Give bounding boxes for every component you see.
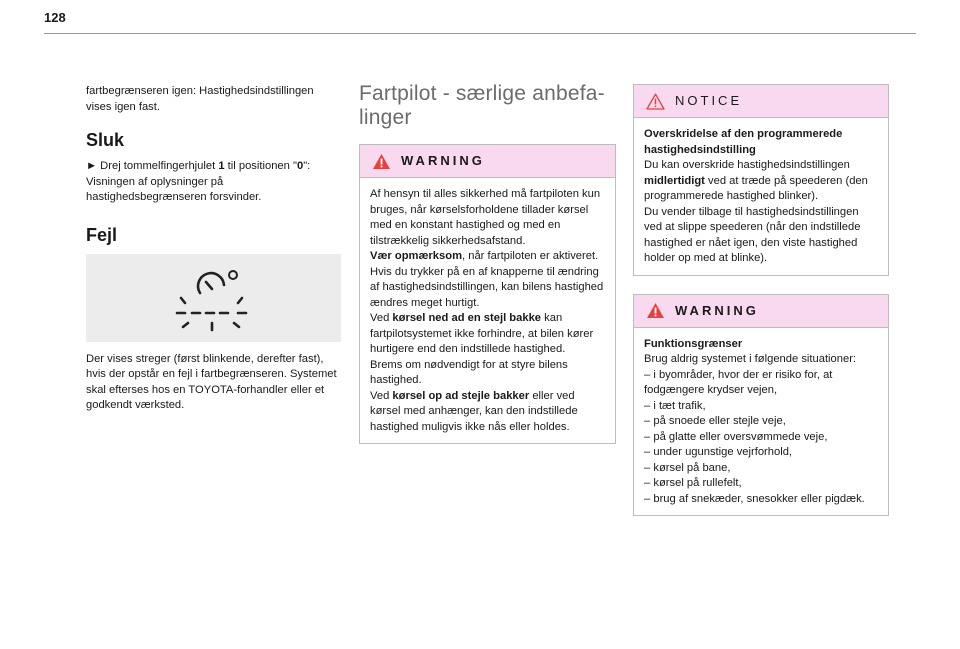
warning-body bbox=[360, 178, 615, 443]
list-item: – kørsel på rullefelt, bbox=[644, 476, 878, 492]
list-item: – kørsel på bane, bbox=[644, 461, 878, 477]
warning-box-1 bbox=[359, 144, 616, 444]
warning-p1: Af hensyn til alles sikkerhed må fartpiloten kun bruges, når kørselsforholdene tillader kørsel med en konstant hastighed og med en tilstrækkelig sikkerhedsafstand. bbox=[370, 188, 601, 247]
list-item: – på snoede eller stejle veje, bbox=[644, 414, 878, 430]
notice-p1: Du kan overskride hastighedsindstillingen midlertidigt ved at træde på speederen (den programmerede hastighed blinker). bbox=[644, 159, 868, 202]
sluk-bullet: ► Drej tommelfingerhjulet 1 til positionen "0": Visningen af oplysninger på hastighedsbegrænseren forsvinder. bbox=[86, 160, 311, 203]
fejl-text: Der vises streger (først blinkende, derefter fast), hvis der opstår en fejl i fartbegrænseren. Systemet skal efterses hos en TOYOTA-forhandler eller et godkendt værksted. bbox=[86, 352, 337, 411]
warning-label: WARNING bbox=[401, 153, 485, 169]
speedometer-dashes-icon bbox=[174, 263, 254, 333]
fejl-figure bbox=[86, 254, 341, 342]
column-1 bbox=[86, 84, 341, 414]
notice-label: NOTICE bbox=[675, 93, 743, 109]
notice-header bbox=[634, 85, 888, 118]
warning-triangle-icon bbox=[372, 153, 391, 170]
warning-header bbox=[360, 145, 615, 178]
column-3 bbox=[633, 84, 889, 516]
warning-body-2 bbox=[634, 328, 888, 516]
notice-title: Overskridelse af den programmerede hastighedsindstilling bbox=[644, 128, 843, 156]
header-rule bbox=[44, 33, 916, 34]
warning-label-2: WARNING bbox=[675, 302, 759, 318]
notice-box bbox=[633, 84, 889, 276]
list-item: – i byområder, hvor der er risiko for, at fodgængere krydser vejen, bbox=[644, 368, 878, 399]
warning2-intro: Brug aldrig systemet i følgende situationer: bbox=[644, 353, 857, 365]
list-item: – brug af snekæder, snesokker eller pigdæk. bbox=[644, 492, 878, 508]
warning-triangle-icon bbox=[646, 302, 665, 319]
warning-header-2 bbox=[634, 295, 888, 328]
section-title: Fartpilot - særlige anbefa-linger bbox=[359, 82, 605, 129]
fejl-heading: Fejl bbox=[86, 224, 118, 245]
intro-text: fartbegrænseren igen: Hastighedsindstillingen vises igen fast. bbox=[86, 85, 314, 113]
list-item: – i tæt trafik, bbox=[644, 399, 878, 415]
warning-p5: Ved kørsel op ad stejle bakker eller ved kørsel med anhænger, kan den indstillede hastighed muligvis ikke nås eller holdes. bbox=[370, 389, 578, 433]
list-item: – under ugunstige vejrforhold, bbox=[644, 445, 878, 461]
notice-body bbox=[634, 118, 888, 275]
page-number: 128 bbox=[44, 10, 66, 25]
notice-p2: Du vender tilbage til hastighedsindstillingen ved at slippe speederen (når den indstillede hastighed er nået igen, den viste hastighed holder op med at blinke). bbox=[644, 205, 861, 264]
warning-box-2 bbox=[633, 294, 889, 517]
notice-triangle-icon bbox=[646, 93, 665, 110]
warning-p3: Ved kørsel ned ad en stejl bakke kan fartpilotsystemet ikke forhindre, at bilen kører hurtigere end den indstillede hastighed. bbox=[370, 312, 594, 355]
warning-p4: Brems om nødvendigt for at styre bilens hastighed. bbox=[370, 358, 568, 386]
warning-p2: Vær opmærksom, når fartpiloten er aktiveret. Hvis du trykker på en af knapperne til ændring af hastighedsindstillingen, kan bilens hastighed ændres meget hurtigt. bbox=[370, 250, 604, 309]
list-item: – på glatte eller oversvømmede veje, bbox=[644, 430, 878, 446]
column-2 bbox=[359, 82, 616, 444]
warning2-title: Funktionsgrænser bbox=[644, 337, 743, 350]
situations-list bbox=[644, 368, 878, 508]
sluk-heading: Sluk bbox=[86, 130, 125, 150]
